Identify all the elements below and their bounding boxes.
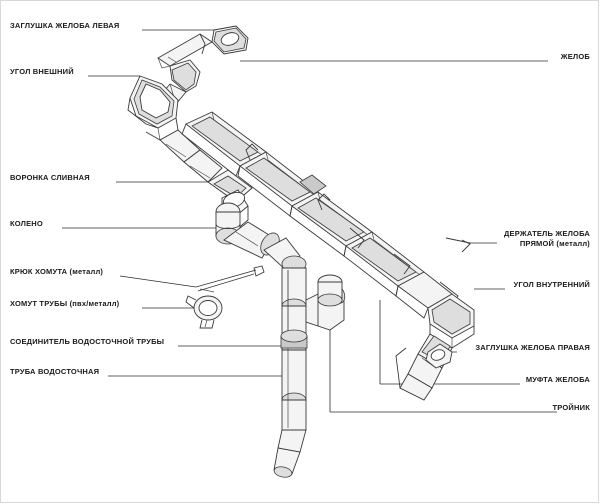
label-gutter-end-cap-left: ЗАГЛУШКА ЖЕЛОБА ЛЕВАЯ [10,21,120,30]
label-elbow: КОЛЕНО [10,219,43,228]
elbow-part [216,203,306,272]
label-drain-funnel: ВОРОНКА СЛИВНАЯ [10,173,90,182]
tee-part [306,275,348,330]
label-outer-corner: УГОЛ ВНЕШНИЙ [10,67,74,76]
label-gutter-end-cap-right: ЗАГЛУШКА ЖЕЛОБА ПРАВАЯ [475,343,590,352]
label-gutter-bracket: ДЕРЖАТЕЛЬ ЖЕЛОБА [504,229,590,238]
label-inner-corner: УГОЛ ВНУТРЕННИЙ [513,280,590,289]
label-pipe-clamp: ХОМУТ ТРУБЫ (пвх/металл) [10,299,120,308]
pipe-clamp-part [186,296,222,328]
label-downpipe: ТРУБА ВОДОСТОЧНАЯ [10,367,100,376]
label-clamp-hook: КРЮК ХОМУТА (металл) [10,267,104,276]
label-gutter-coupler: МУФТА ЖЕЛОБА [525,375,590,384]
gutter-end-cap-left-part [212,26,248,54]
clamp-hook-part [196,266,264,292]
downpipe-connector-part [281,330,307,348]
label-gutter: ЖЕЛОБ [560,52,590,61]
label-gutter-bracket-line2: ПРЯМОЙ (металл) [519,239,590,248]
downpipe-part [273,268,306,479]
label-tee: ТРОЙНИК [552,403,590,412]
gutter-segment-lower-right [396,334,452,400]
label-downpipe-connector: СОЕДИНИТЕЛЬ ВОДОСТОЧНОЙ ТРУБЫ [10,337,165,346]
